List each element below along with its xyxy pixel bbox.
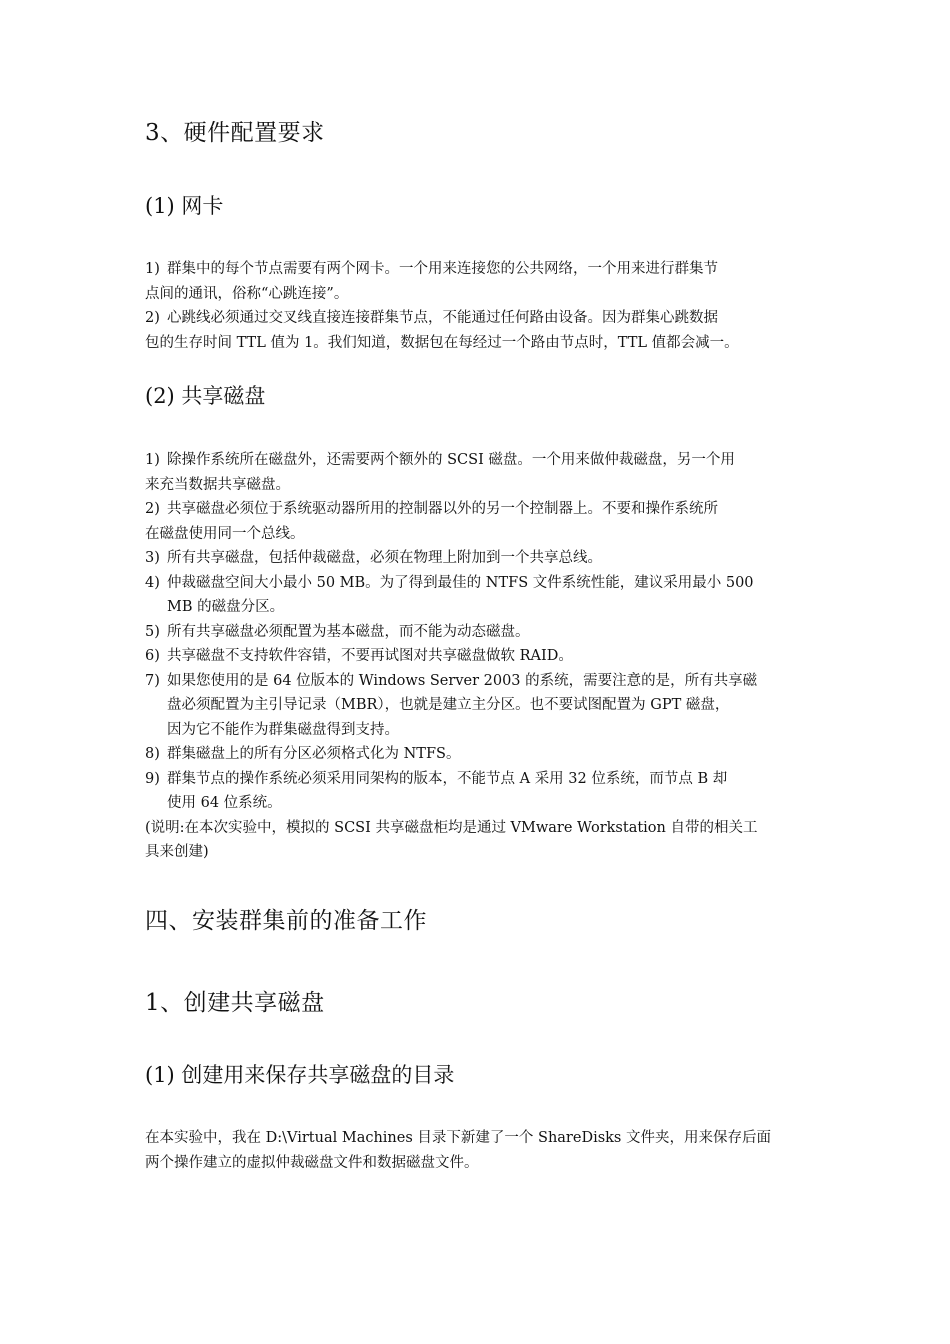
item-number: 8) xyxy=(145,746,160,762)
nic-list xyxy=(145,257,808,355)
list-item xyxy=(145,620,808,645)
section-heading-hardware: 3、硬件配置要求 xyxy=(145,120,325,146)
list-item xyxy=(145,571,808,596)
subheading-shared-disk: (2) 共享磁盘 xyxy=(145,384,266,408)
item-continuation: MB 的磁盘分区。 xyxy=(167,599,285,615)
item-continuation: 来充当数据共享磁盘。 xyxy=(145,476,290,493)
list-item xyxy=(145,448,808,473)
item-continuation: 使用 64 位系统。 xyxy=(167,795,282,811)
item-continuation: 因为它不能作为群集磁盘得到支持。 xyxy=(167,721,399,738)
item-text: 所有共享磁盘必须配置为基本磁盘，而不能为动态磁盘。 xyxy=(167,623,530,640)
subheading-nic: (1) 网卡 xyxy=(145,194,224,218)
item-text: 仲裁磁盘空间大小最小 50 MB。为了得到最佳的 NTFS 文件系统性能，建议采用最小 500 xyxy=(167,574,754,591)
item-continuation: 点间的通讯，俗称“心跳连接”。 xyxy=(145,285,349,302)
list-item xyxy=(145,257,808,282)
subheading-create-directory: (1) 创建用来保存共享磁盘的目录 xyxy=(145,1063,455,1087)
item-text: 群集磁盘上的所有分区必须格式化为 NTFS。 xyxy=(167,746,461,762)
item-continuation: 在磁盘使用同一个总线。 xyxy=(145,525,305,542)
paragraph-line: 在本实验中，我在 D:\Virtual Machines 目录下新建了一个 ShareDisks 文件夹，用来保存后面 xyxy=(145,1130,771,1146)
list-item xyxy=(145,546,808,571)
item-text: 心跳线必须通过交叉线直接连接群集节点，不能通过任何路由设备。因为群集心跳数据 xyxy=(167,310,718,326)
item-text: 除操作系统所在磁盘外，还需要两个额外的 SCSI 磁盘。一个用来做仲裁磁盘，另一个用 xyxy=(167,452,735,468)
section-heading-preparation: 四、安装群集前的准备工作 xyxy=(145,908,427,934)
item-number: 1) xyxy=(145,452,160,468)
list-item xyxy=(145,669,808,694)
section-heading-create-shared-disk: 1、创建共享磁盘 xyxy=(145,990,325,1016)
note-text: (说明:在本次实验中，模拟的 SCSI 共享磁盘柜均是通过 VMware Workstation 自带的相关工 xyxy=(145,819,758,836)
item-number: 5) xyxy=(145,623,160,640)
item-number: 2) xyxy=(145,501,160,517)
list-item xyxy=(145,742,808,767)
item-number: 6) xyxy=(145,648,160,664)
item-text: 如果您使用的是 64 位版本的 Windows Server 2003 的系统，需要注意的是，所有共享磁 xyxy=(167,672,758,689)
disk-list xyxy=(145,448,808,865)
final-paragraph xyxy=(145,1126,808,1175)
item-number: 9) xyxy=(145,770,160,787)
paragraph-line: 两个操作建立的虚拟仲裁磁盘文件和数据磁盘文件。 xyxy=(145,1154,479,1171)
item-text: 共享磁盘必须位于系统驱动器所用的控制器以外的另一个控制器上。不要和操作系统所 xyxy=(167,501,718,517)
item-text: 群集中的每个节点需要有两个网卡。一个用来连接您的公共网络，一个用来进行群集节 xyxy=(167,261,718,277)
item-number: 2) xyxy=(145,310,160,326)
note-text-continuation: 具来创建) xyxy=(145,844,209,860)
item-text: 所有共享磁盘，包括仲裁磁盘，必须在物理上附加到一个共享总线。 xyxy=(167,550,602,566)
item-number: 4) xyxy=(145,574,160,591)
item-continuation: 盘必须配置为主引导记录（MBR），也就是建立主分区。也不要试图配置为 GPT 磁盘， xyxy=(167,697,730,713)
item-text: 群集节点的操作系统必须采用同架构的版本，不能节点 A 采用 32 位系统，而节点 B 却 xyxy=(167,770,728,787)
list-item xyxy=(145,497,808,522)
list-item xyxy=(145,306,808,331)
item-number: 3) xyxy=(145,550,160,566)
list-item xyxy=(145,644,808,669)
item-number: 1) xyxy=(145,261,160,277)
item-continuation: 包的生存时间 TTL 值为 1。我们知道，数据包在每经过一个路由节点时，TTL 值都会减一。 xyxy=(145,334,739,351)
item-text: 共享磁盘不支持软件容错，不要再试图对共享磁盘做软 RAID。 xyxy=(167,648,573,664)
item-number: 7) xyxy=(145,672,160,689)
list-item xyxy=(145,767,808,792)
